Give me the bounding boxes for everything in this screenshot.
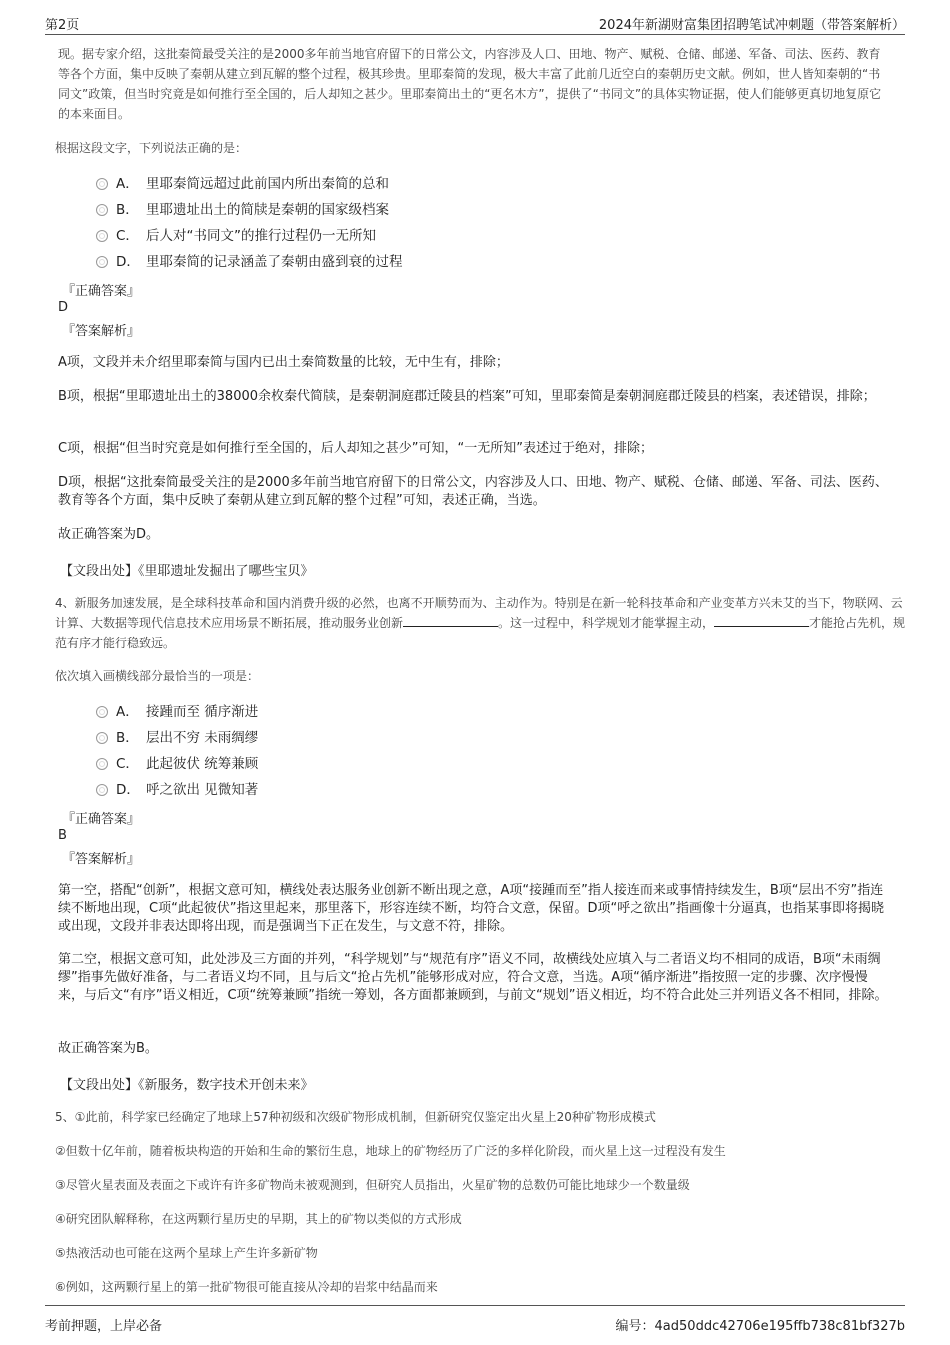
statement-6: ⑥例如，这两颗行星上的第一批矿物很可能直接从冷却的岩浆中结晶而来 (55, 1280, 438, 1294)
correct-answer: D (58, 300, 69, 315)
analysis-paragraph: B项，根据“里耶遗址出土的38000余枚秦代简牍，是秦朝洞庭郡迁陵县的档案”可知，里耶秦简是秦朝洞庭郡迁陵县的档案，表述错误，排除； (58, 389, 876, 404)
passage-paragraph: 现。据专家介绍，这批秦简最受关注的是2000多年前当地官府留下的日常公文，内容涉及人口、田地、物产、赋税、仓储、邮递、军备、司法、医药、教育等各个方面，集中反映了秦朝从建立到瓦解的整个过程，极其珍贵。里耶秦简的发现，极大丰富了此前几近空白的秦朝历史文献。例如，世人皆知秦朝的“书同文”政策，但当时究竟是如何推行至全国的，后人却知之甚少。里耶秦简出土的“更名木方”，提供了“书同文”的具体实物证据，使人们能够更真切地复原它的本来面目。 (58, 47, 882, 121)
q4-option-a[interactable]: A． 接踵而至 循序渐进 (96, 702, 258, 722)
conclusion: 故正确答案为B。 (58, 1041, 158, 1056)
radio-icon[interactable] (96, 784, 108, 796)
conclusion: 故正确答案为D。 (58, 527, 160, 542)
analysis-paragraph: 第二空，根据文意可知，此处涉及三方面的并列，“科学规划”与“规范有序”语义不同，故横线处应填入与二者语义均不相同的成语，B项“未雨绸缪”指事先做好准备，与二者语义均不同，且与后文“抢占先机”能够形成对应，符合文意，当选。A项“循序渐进”指按照一定的步骤、次序慢慢来，与后文“有序”语义相近，C项“统筹兼顾”指统一筹划，各方面都兼顾到，与前文“规划”语义相近，均不符合此处三并列语义各不相同，排除。 (58, 952, 888, 1003)
statement-3: ③尽管火星表面及表面之下或许有许多矿物尚未被观测到，但研究人员指出，火星矿物的总数仍可能比地球少一个数量级 (55, 1178, 690, 1192)
q4-option-b[interactable]: B． 层出不穷 未雨绸缪 (96, 728, 258, 748)
statement-1: 5、①此前，科学家已经确定了地球上57种初级和次级矿物形成机制，但新研究仅鉴定出火星上20种矿物形成模式 (55, 1110, 656, 1124)
q3-option-c[interactable]: C． 后人对“书同文”的推行过程仍一无所知 (96, 226, 376, 246)
document-id: 编号：4ad50ddc42706e195ffb738c81bf327b (615, 1319, 905, 1334)
document-title: 2024年新湖财富集团招聘笔试冲刺题（带答案解析） (598, 18, 905, 33)
footer-slogan: 考前押题，上岸必备 (45, 1319, 163, 1334)
source-citation: 【文段出处】《里耶遗址发掘出了哪些宝贝》 (60, 564, 314, 579)
analysis-paragraph: D项，根据“这批秦简最受关注的是2000多年前当地官府留下的日常公文，内容涉及人口、田地、物产、赋税、仓储、邮递、军备、司法、医药、教育等各个方面，集中反映了秦朝从建立到瓦解的整个过程”可知，表述正确，当选。 (58, 475, 888, 508)
q3-option-d[interactable]: D． 里耶秦简的记录涵盖了秦朝由盛到衰的过程 (96, 252, 403, 272)
q4-option-d[interactable]: D． 呼之欲出 见微知著 (96, 780, 258, 800)
radio-icon[interactable] (96, 732, 108, 744)
correct-answer-label: 『正确答案』 (62, 284, 141, 299)
radio-icon[interactable] (96, 758, 108, 770)
blank-2 (714, 614, 809, 627)
analysis-paragraph: A项，文段并未介绍里耶秦简与国内已出土秦简数量的比较，无中生有，排除； (58, 355, 509, 370)
statement-5: ⑤热液活动也可能在这两个星球上产生许多新矿物 (55, 1246, 318, 1260)
radio-icon[interactable] (96, 178, 108, 190)
page-header (45, 10, 905, 35)
correct-answer: B (58, 828, 67, 843)
question-4-stem: 4、新服务加速发展，是全球科技革命和国内消费升级的必然，也离不开顺势而为、主动作为。特别是在新一轮科技革命和产业变革方兴未艾的当下，物联网、云计算、大数据等现代信息技术应用场景不断拓展，推动服务业创新 。这一过程中，科学规划才能掌握主动， 才能抢占先机，规范有序才能行稳致远。 (55, 596, 906, 650)
page-number: 第2页 (45, 18, 80, 33)
blank-1 (403, 614, 498, 627)
analysis-paragraph: C项，根据“但当时究竟是如何推行至全国的，后人却知之甚少”可知，“一无所知”表述过于绝对，排除； (58, 441, 654, 456)
statement-4: ④研究团队解释称，在这两颗行星历史的早期，其上的矿物以类似的方式形成 (55, 1212, 462, 1226)
radio-icon[interactable] (96, 204, 108, 216)
radio-icon[interactable] (96, 256, 108, 268)
correct-answer-label: 『正确答案』 (62, 812, 141, 827)
q3-option-a[interactable]: A． 里耶秦简远超过此前国内所出秦简的总和 (96, 174, 389, 194)
analysis-label: 『答案解析』 (62, 324, 141, 339)
page-footer (45, 1305, 905, 1336)
q4-option-c[interactable]: C． 此起彼伏 统筹兼顾 (96, 754, 258, 774)
analysis-label: 『答案解析』 (62, 852, 141, 867)
question-prompt: 根据这段文字，下列说法正确的是： (55, 141, 248, 155)
analysis-paragraph: 第一空，搭配“创新”，根据文意可知，横线处表达服务业创新不断出现之意，A项“接踵而至”指人接连而来或事情持续发生，B项“层出不穷”指连续不断地出现，C项“此起彼伏”指这里起来，那里落下，形容连续不断，均符合文意，保留。D项“呼之欲出”指画像十分逼真，也指某事即将揭晓或出现，文段并非表达即将出现，而是强调当下正在发生，与文意不符，排除。 (58, 883, 885, 934)
question-prompt: 依次填入画横线部分最恰当的一项是： (55, 669, 260, 683)
source-citation: 【文段出处】《新服务，数字技术开创未来》 (60, 1078, 314, 1093)
radio-icon[interactable] (96, 706, 108, 718)
radio-icon[interactable] (96, 230, 108, 242)
q3-option-b[interactable]: B． 里耶遗址出土的简牍是秦朝的国家级档案 (96, 200, 389, 220)
statement-2: ②但数十亿年前，随着板块构造的开始和生命的繁衍生息，地球上的矿物经历了广泛的多样化阶段，而火星上这一过程没有发生 (55, 1144, 726, 1158)
